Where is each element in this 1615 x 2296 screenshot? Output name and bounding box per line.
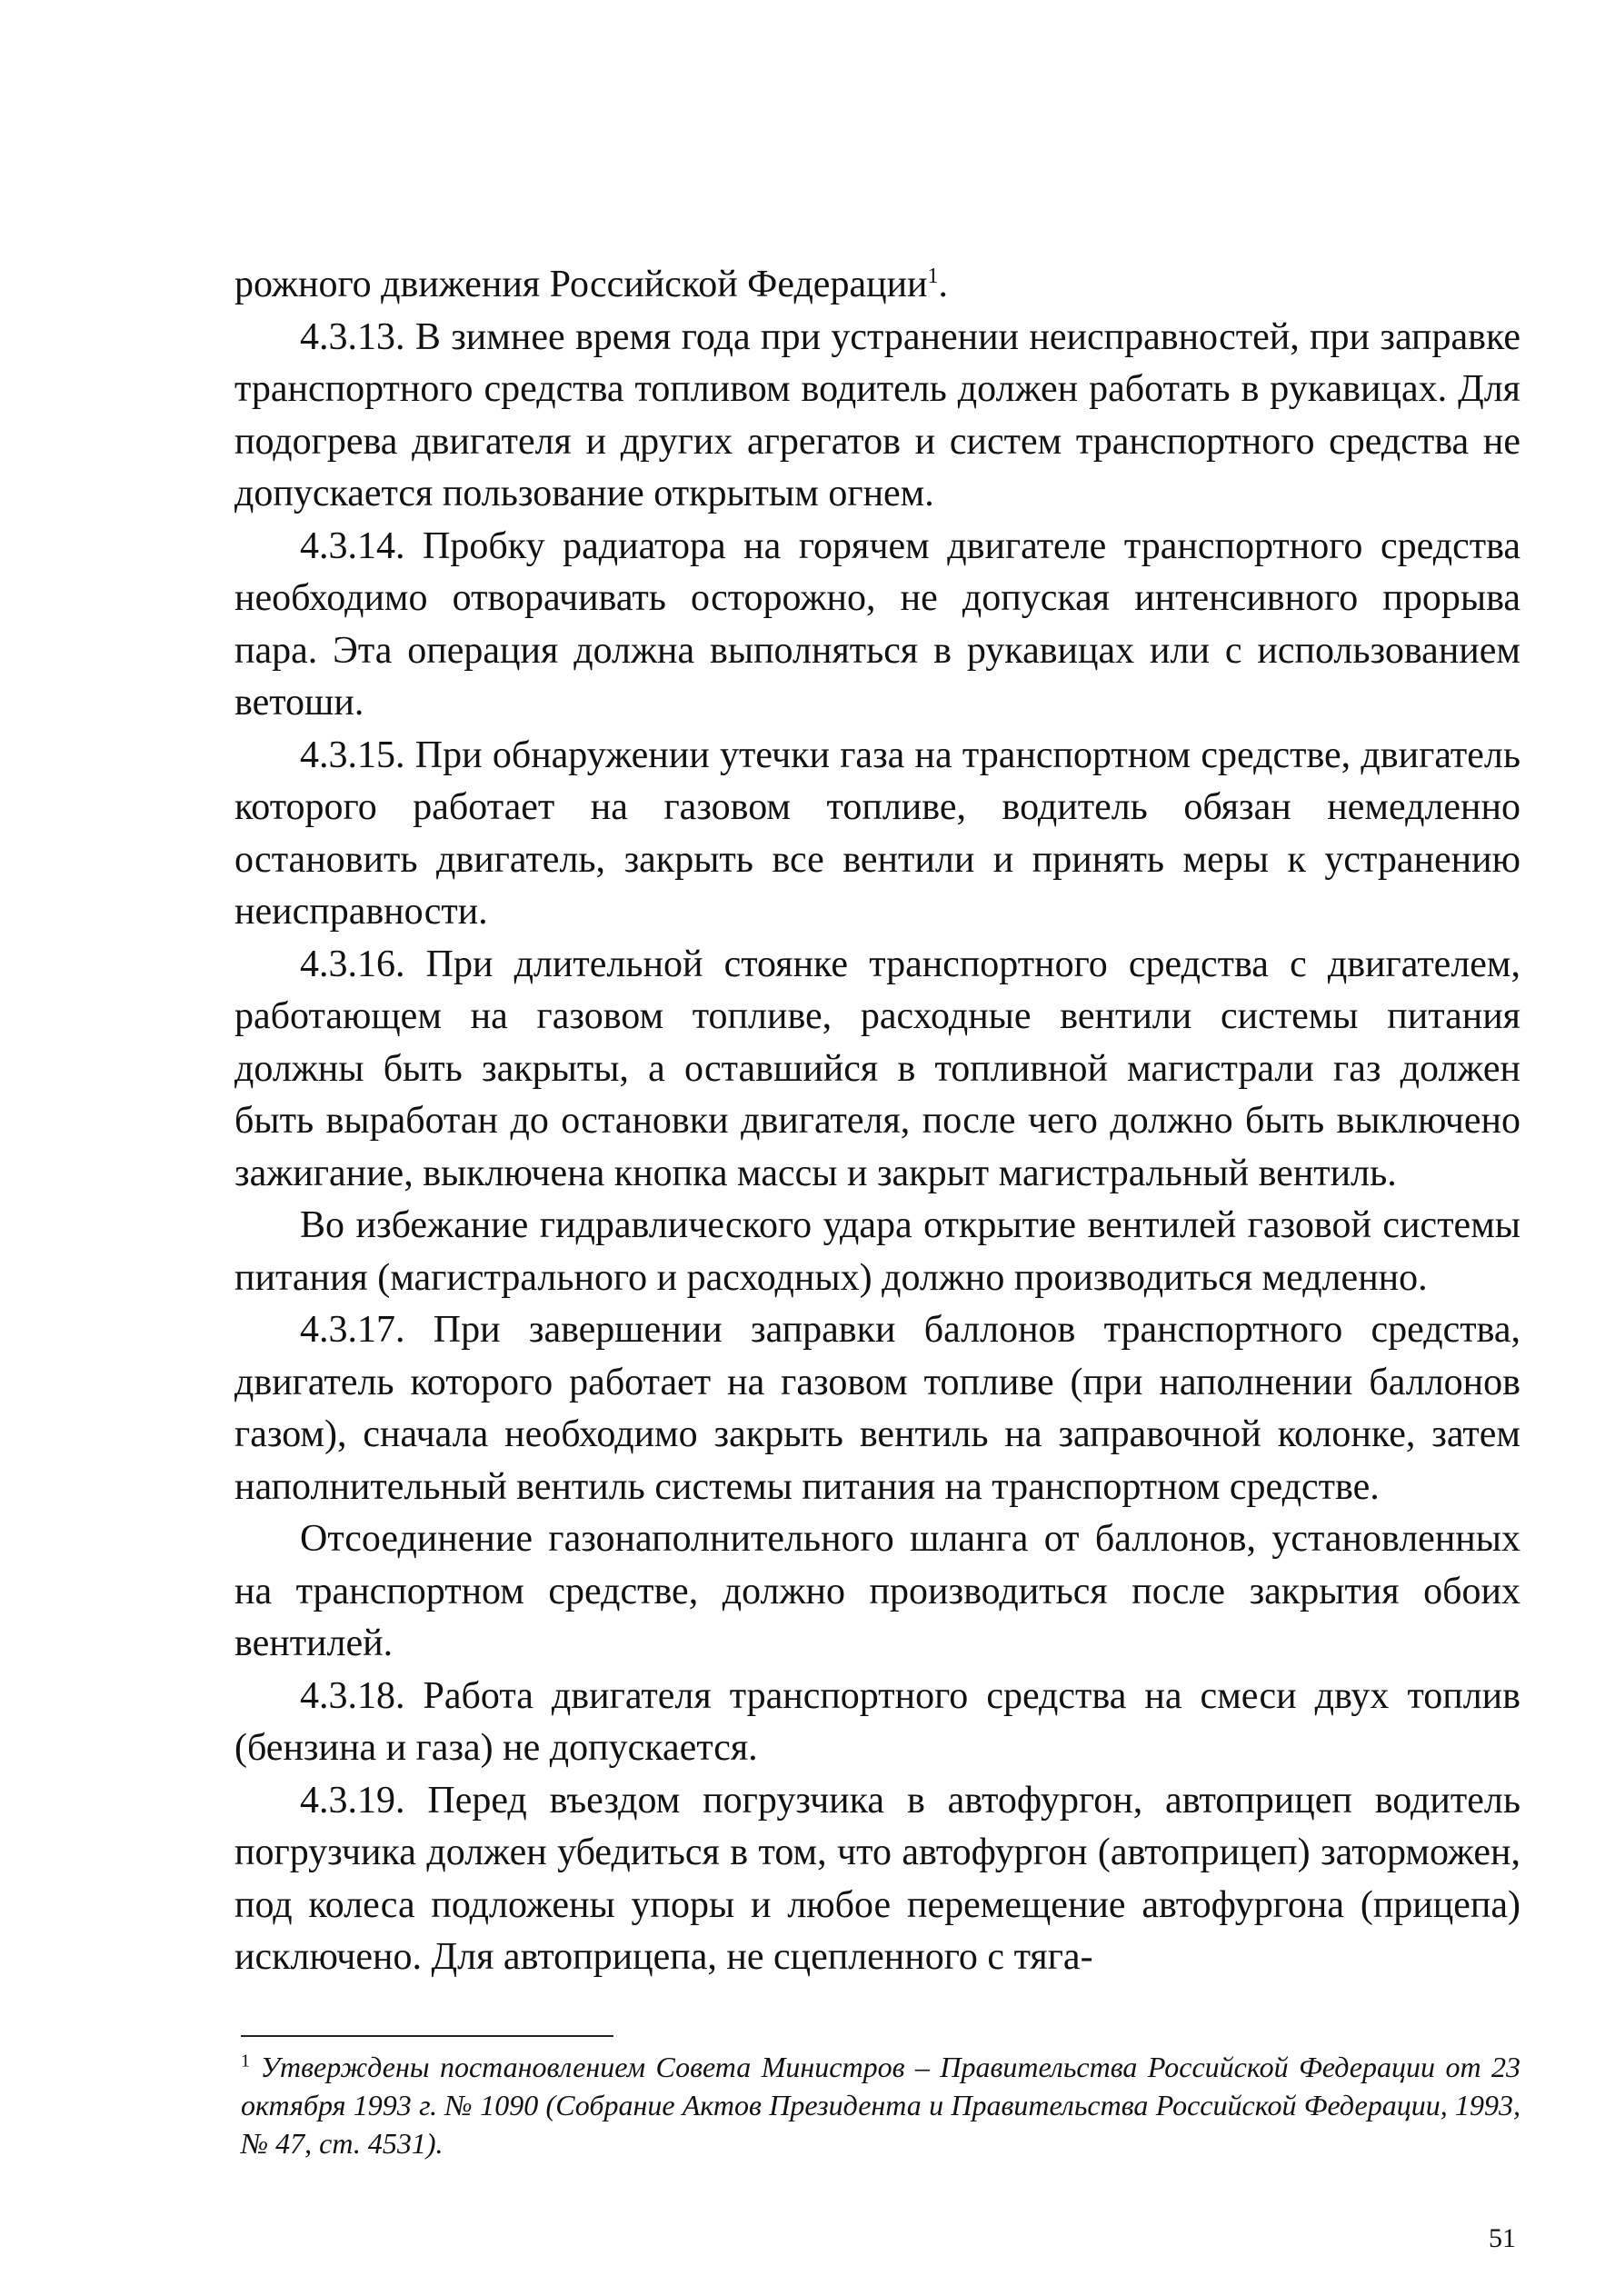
- page-number: 51: [1489, 2223, 1516, 2253]
- paragraph-continuation: [234, 259, 1520, 312]
- paragraph-text: рожного движения Российской Федерации: [234, 264, 928, 305]
- paragraph-tail: .: [938, 264, 949, 305]
- paragraph-4-3-17: 4.3.17. При завершении заправки баллонов транспортного средства, двигатель которого работает на газовом топливе (при наполнении баллонов газом), сначала необходимо закрыть вентиль на заправочной колонке, затем наполнительный вентиль системы питания на транспортном средстве.: [234, 1309, 1520, 1508]
- paragraph-hose-disconnect: Отсоединение газонаполнительного шланга от баллонов, установленных на транспортном средстве, должно производиться после закрытия обоих вентилей.: [234, 1518, 1520, 1664]
- footnote: [241, 2048, 1520, 2162]
- footnote-reference: 1: [927, 265, 939, 288]
- paragraph-4-3-14: 4.3.14. Пробку радиатора на горячем двигателе транспортного средства необходимо отворачивать осторожно, не допуская интенсивного прорыва пара. Эта операция должна выполняться в рукавицах или с использованием ветоши.: [234, 524, 1520, 724]
- paragraph-4-3-13: 4.3.13. В зимнее время года при устранении неисправностей, при заправке транспортного средства топливом водитель должен работать в рукавицах. Для подогрева двигателя и других агрегатов и систем транспортного средства не допускается пользование открытым огнем.: [234, 315, 1520, 514]
- paragraph-4-3-16: 4.3.16. При длительной стоянке транспортного средства с двигателем, работающем на газовом топливе, расходные вентили системы питания должны быть закрыты, а оставшийся в топливной магистрали газ должен быть выработан до остановки двигателя, после чего должно быть выключено зажигание, выключена кнопка массы и закрыт магистральный вентиль.: [234, 943, 1520, 1194]
- footnote-text: Утверждены постановлением Совета Министров – Правительства Российской Федерации от 23 октября 1993 г. № 1090 (Собрание Актов Президента и Правительства Российской Федерации, 1993, № 47, ст. 4531).: [241, 2051, 1521, 2160]
- page-body: [234, 259, 1520, 1984]
- paragraph-hydraulic-shock: Во избежание гидравлического удара открытие вентилей газовой системы питания (магистрального и расходных) должно производиться медленно.: [234, 1204, 1520, 1299]
- paragraph-4-3-19: 4.3.19. Перед въездом погрузчика в автофургон, автоприцеп водитель погрузчика должен убедиться в том, что автофургон (автоприцеп) заторможен, под колеса подложены упоры и любое перемещение автофургона (прицепа) исключено. Для автоприцепа, не сцепленного с тяга-: [234, 1779, 1520, 1978]
- paragraph-4-3-15: 4.3.15. При обнаружении утечки газа на транспортном средстве, двигатель которого работает на газовом топливе, водитель обязан немедленно остановить двигатель, закрыть все вентили и принять меры к устранению неисправности.: [234, 734, 1520, 933]
- footnote-divider: [241, 2035, 613, 2037]
- footnote-mark: 1: [241, 2051, 250, 2071]
- paragraph-4-3-18: 4.3.18. Работа двигателя транспортного средства на смеси двух топлив (бензина и газа) не допускается.: [234, 1674, 1520, 1769]
